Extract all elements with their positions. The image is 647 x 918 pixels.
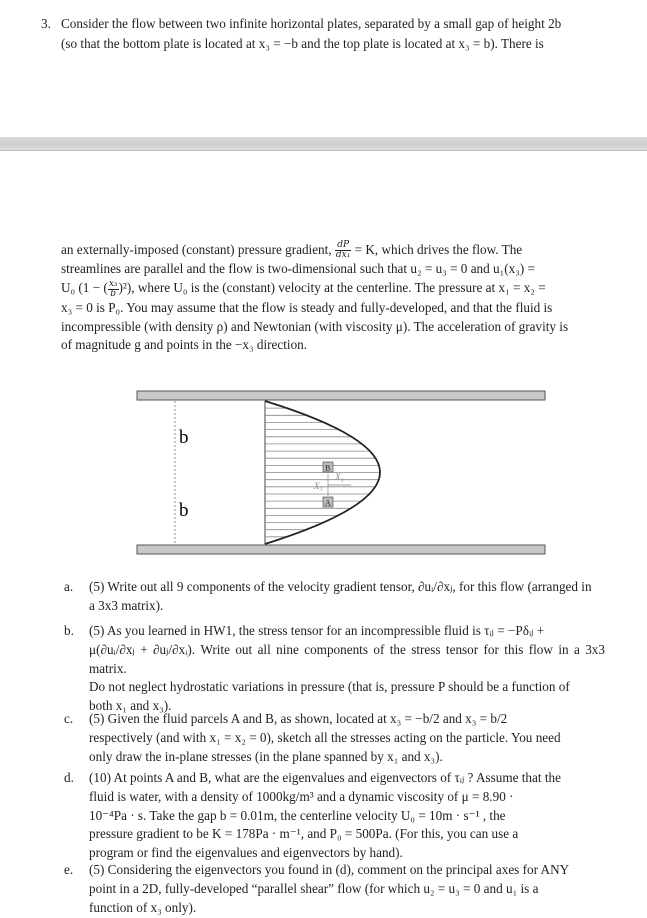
part-d bbox=[65, 769, 605, 863]
axis-x3-label: X₃ bbox=[314, 481, 323, 491]
part-b bbox=[65, 622, 605, 716]
bottom-plate bbox=[137, 545, 545, 554]
top-plate bbox=[137, 391, 545, 400]
part-label: c. bbox=[64, 711, 74, 726]
question-continuation bbox=[61, 241, 603, 355]
point-a-label: A bbox=[325, 498, 331, 508]
part-label: b. bbox=[64, 623, 74, 638]
part-line: μ(∂uᵢ/∂xⱼ + ∂uⱼ/∂xᵢ). Write out all nine components of the stress tensor for this flow in a 3x3 matrix. bbox=[89, 641, 605, 676]
part-body bbox=[89, 861, 605, 917]
cont-line-4: x₃ = 0 is P₀. You may assume that the flow is steady and fully-developed, and that the fluid is bbox=[61, 299, 553, 315]
part-line: (5) As you learned in HW1, the stress tensor for an incompressible fluid is τᵢⱼ = −Pδᵢⱼ + bbox=[89, 623, 545, 638]
frac-numerator: dP bbox=[335, 241, 351, 251]
question-intro bbox=[61, 14, 603, 54]
part-line: function of x₃ only). bbox=[89, 899, 197, 915]
part-line: (10) At points A and B, what are the eigenvalues and eigenvectors of τᵢⱼ ? Assume that the bbox=[89, 770, 561, 785]
intro-line-2: (so that the bottom plate is located at x₃ = −b and the top plate is located at x₃ = b). There is bbox=[61, 36, 544, 51]
part-line: point in a 2D, fully-developed “parallel shear” flow (for which u₂ = u₃ = 0 and u₁ is a bbox=[89, 880, 539, 896]
streamlines bbox=[265, 408, 380, 537]
velocity-profile-right: )²), where U₀ is the (constant) velocity at the centerline. The pressure at x₁ = x₂ = bbox=[118, 280, 546, 296]
intro-line-1: Consider the flow between two infinite horizontal plates, separated by a small gap of height 2b bbox=[61, 16, 562, 31]
question-number: 3. bbox=[41, 16, 51, 31]
part-line: (5) Given the fluid parcels A and B, as shown, located at x₃ = −b/2 and x₃ = b/2 bbox=[89, 711, 508, 726]
part-e bbox=[65, 861, 605, 917]
part-line: respectively (and with x₁ = x₂ = 0), sketch all the stresses acting on the particle. You need bbox=[89, 729, 561, 745]
part-body bbox=[89, 578, 605, 616]
page-break-band bbox=[0, 137, 647, 151]
cont-line-2: streamlines are parallel and the flow is two-dimensional such that u₂ = u₃ = 0 and u₁(x₃) = bbox=[61, 261, 535, 277]
part-line: (5) Write out all 9 components of the velocity gradient tensor, ∂uᵢ/∂xⱼ, for this flow (arranged in bbox=[89, 579, 592, 594]
part-label: a. bbox=[64, 579, 74, 594]
part-label: d. bbox=[64, 770, 74, 785]
part-line: pressure gradient to be K = 178Pa · m⁻¹, and P₀ = 500Pa. (For this, you can use a bbox=[89, 826, 519, 842]
part-line: only draw the in-plane stresses (in the plane spanned by x₁ and x₃). bbox=[89, 748, 443, 764]
cont-line-1 bbox=[61, 241, 603, 260]
channel-flow-figure bbox=[135, 388, 550, 560]
part-body bbox=[89, 622, 605, 716]
pressure-gradient-fraction bbox=[335, 241, 351, 260]
cont-line-1-tail: = K, which drives the flow. The bbox=[354, 242, 523, 257]
cont-line-5: incompressible (with density ρ) and Newtonian (with viscosity μ). The acceleration of gravity is bbox=[61, 318, 569, 334]
cont-line-1-text: an externally-imposed (constant) pressure gradient, bbox=[61, 242, 332, 257]
x3-over-b-fraction bbox=[108, 280, 119, 299]
label-top-b: b bbox=[179, 427, 189, 448]
part-label: e. bbox=[64, 862, 74, 877]
cont-line-3 bbox=[61, 279, 603, 298]
part-line: (5) Considering the eigenvectors you found in (d), comment on the principal axes for ANY bbox=[89, 862, 570, 877]
frac-denominator: dx₁ bbox=[335, 250, 351, 261]
part-line: Do not neglect hydrostatic variations in pressure (that is, pressure P should be a function of bbox=[89, 679, 570, 695]
frac-b: b bbox=[110, 288, 117, 299]
part-c bbox=[65, 710, 605, 766]
part-line: both x₁ and x₃). bbox=[89, 698, 172, 714]
part-body bbox=[89, 769, 605, 863]
part-line: fluid is water, with a density of 1000kg/m³ and a dynamic viscosity of μ = 8.90 · bbox=[89, 788, 514, 804]
part-a bbox=[65, 578, 605, 616]
cont-line-6: of magnitude g and points in the −x₃ direction. bbox=[61, 337, 308, 353]
part-line: a 3x3 matrix). bbox=[89, 597, 164, 613]
axis-x1-label: X₁ bbox=[335, 472, 344, 482]
point-b-label: B bbox=[325, 463, 331, 473]
part-body bbox=[89, 710, 605, 766]
label-bottom-b: b bbox=[179, 500, 189, 521]
frac-x3: x₃ bbox=[108, 278, 118, 289]
page-break-line bbox=[0, 150, 647, 151]
part-line: 10⁻⁴Pa · s. Take the gap b = 0.01m, the centerline velocity U₀ = 10m · s⁻¹ , the bbox=[89, 807, 506, 823]
velocity-profile-left: U₀ (1 − ( bbox=[61, 280, 108, 296]
part-line: program or find the eigenvalues and eigenvectors by hand). bbox=[89, 845, 403, 861]
